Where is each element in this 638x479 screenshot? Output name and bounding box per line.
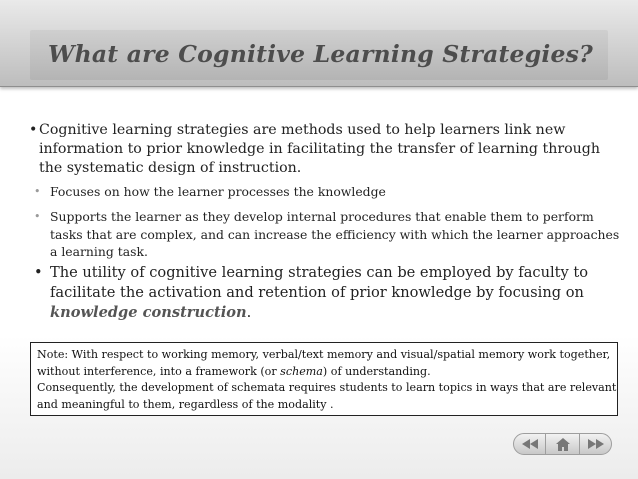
bullet-marker: • — [29, 122, 38, 138]
fast-forward-icon — [588, 439, 604, 449]
note-schema-word: schema — [280, 364, 323, 378]
main-bullet — [30, 121, 620, 178]
slide-title: What are Cognitive Learning Strategies? — [48, 40, 594, 68]
sub-bullet-2 — [34, 208, 623, 261]
sub-bullet-marker: • — [34, 210, 41, 223]
next-slide-button[interactable] — [579, 433, 612, 455]
sub-bullet-1-text: Focuses on how the learner processes the knowledge — [50, 184, 386, 199]
second-bullet — [34, 263, 623, 323]
previous-slide-button[interactable] — [513, 433, 546, 455]
note-line-1-end: ) of understanding. — [322, 364, 431, 378]
emphasis-knowledge-construction: knowledge construction — [50, 304, 247, 321]
rewind-icon — [522, 439, 538, 449]
home-icon — [556, 438, 570, 451]
note-line-2: Consequently, the development of schemata requires students to learn topics in ways that are relevant and meaningful to them, regardless of the modality . — [37, 381, 617, 411]
note-box — [30, 342, 618, 416]
note-line-1: Note: With respect to working memory, verbal/text memory and visual/spatial memory work together, without interference, into a framework (or — [37, 348, 611, 378]
second-bullet-text — [38, 263, 623, 323]
slide-navigation — [513, 433, 616, 457]
sub-bullet-2-text: Supports the learner as they develop internal procedures that enable them to perform tasks that are complex, and can increase the efficiency with which the learner approaches a learning task. — [50, 209, 620, 259]
bullet-marker: • — [34, 264, 43, 281]
main-bullet-text: Cognitive learning strategies are methods used to help learners link new information to prior knowledge in facilitating the transfer of learning through the systematic design of instruction. — [39, 122, 601, 176]
second-bullet-end: . — [246, 304, 252, 321]
second-bullet-body: The utility of cognitive learning strategies can be employed by faculty to facilitate the activation and retention of prior knowledge by focusing on — [50, 264, 589, 301]
home-button[interactable] — [546, 433, 579, 455]
sub-bullet-marker: • — [34, 185, 41, 198]
sub-bullet-1 — [34, 183, 623, 201]
